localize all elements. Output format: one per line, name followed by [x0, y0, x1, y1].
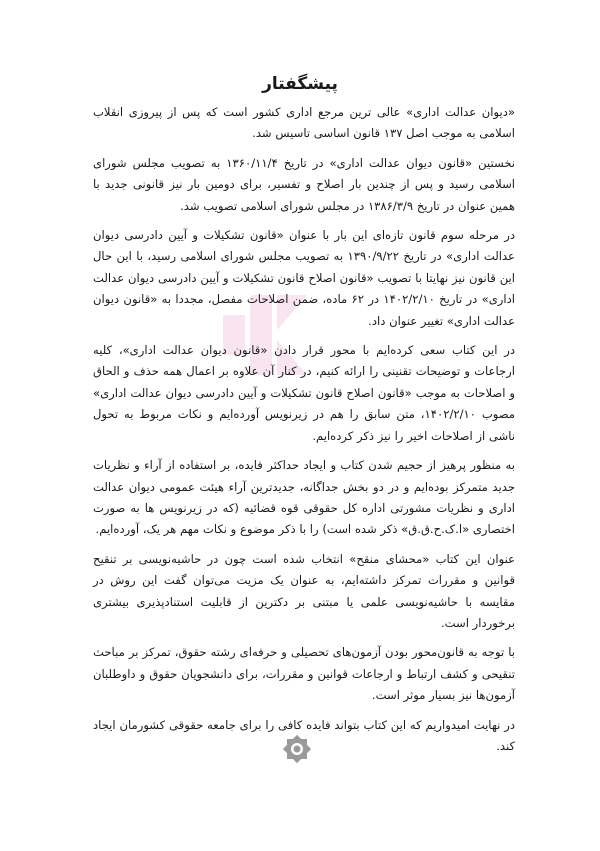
- paragraph: با توجه به قانون‌محور بودن آزمون‌های تحصیلی و حرفه‌ای رشته حقوق، تمرکز بر مباحث تنقیحی و کشف ارتباط و ارجاعات قوانین و مقررات، برای دانشجویان حقوق و داوطلبان آزمون‌ها نیز بسیار موثر است.: [93, 645, 515, 703]
- paragraph: به منظور پرهیز از حجیم شدن کتاب و ایجاد حداکثر فایده، بر استفاده از آراء و نظریات جدید متمرکز بوده‌ایم و در دو بخش جداگانه، جدیدترین آراء هیئت عمومی دیوان عدالت اداری و نظریات مشورتی اداره کل حقوقی قوه قضائیه (که در زیرنویس ها به صورت اختصاری «ا.ک.ح.ق.ق» ذکر شده است) را با ذکر موضوع و نکات مهم هر یک، آورده‌ایم.: [93, 458, 515, 537]
- page-title: پیشگفتار: [262, 74, 338, 94]
- paragraph: در مرحله سوم قانون تازه‌ای این بار با عنوان «قانون تشکیلات و آیین دادرسی دیوان عدالت اداری» در تاریخ ۱۳۹۰/۹/۲۲ به تصویب مجلس شورای اسلامی رسید، با این حال این قانون نیز نهایتا با تصویب «قانون اصلاح قانون تشکیلات و آیین دادرسی دیوان عدالت اداری» در تاریخ ۱۴۰۲/۲/۱۰ در ۶۲ ماده، ضمن اصلاحات مفصل، مجددا به «قانون دیوان عدالت اداری» تغییر عنوان داد.: [93, 228, 515, 328]
- paragraph: در این کتاب سعی کرده‌ایم با محور قرار دادن «قانون دیوان عدالت اداری»، کلیه ارجاعات و توضیحات تقنینی را ارائه کنیم، در کنار آن علاوه بر اعمال همه حذف و الحاق و اصلاحات به موجب «قانون اصلاح قانون تشکیلات و آیین دادرسی دیوان عدالت اداری» مصوب ۱۴۰۲/۲/۱۰، متن سابق را هم در زیرنویس آورده‌ایم و نکات مربوط به تحول ناشی از اصلاحات اخیر را نیز ذکر کرده‌ایم.: [93, 343, 515, 443]
- paragraph: در نهایت امیدواریم که این کتاب بتواند فایده کافی را برای جامعه حقوقی کشورمان ایجاد کند.: [93, 717, 515, 753]
- preface-body: [93, 102, 515, 765]
- paragraph: نخستین «قانون دیوان عدالت اداری» در تاریخ ۱۳۶۰/۱۱/۴ به تصویب مجلس شورای اسلامی رسید و پس از چندین بار اصلاح و تفسیر، برای دومین بار نیز قانونی جدید با همین عنوان در تاریخ ۱۳۸۶/۳/۹ در مجلس شورای اسلامی تصویب شد.: [93, 155, 515, 213]
- eight-point-star-ornament-icon: [282, 734, 312, 764]
- paragraph: عنوان این کتاب «محشای منقح» انتخاب شده است چون در حاشیه‌نویسی بر تنقیح قوانین و مقررات تمرکز داشته‌ایم، به عنوان یک مزیت می‌توان گفت این روش در مقایسه با حاشیه‌نویسی علمی یا مبتنی بر دکترین از قابلیت استنادپذیری بیشتری برخوردار است.: [93, 551, 515, 630]
- paragraph: «دیوان عدالت اداری» عالی ترین مرجع اداری کشور است که پس از پیروزی انقلاب اسلامی به موجب اصل ۱۳۷ قانون اساسی تاسیس شد.: [93, 105, 515, 141]
